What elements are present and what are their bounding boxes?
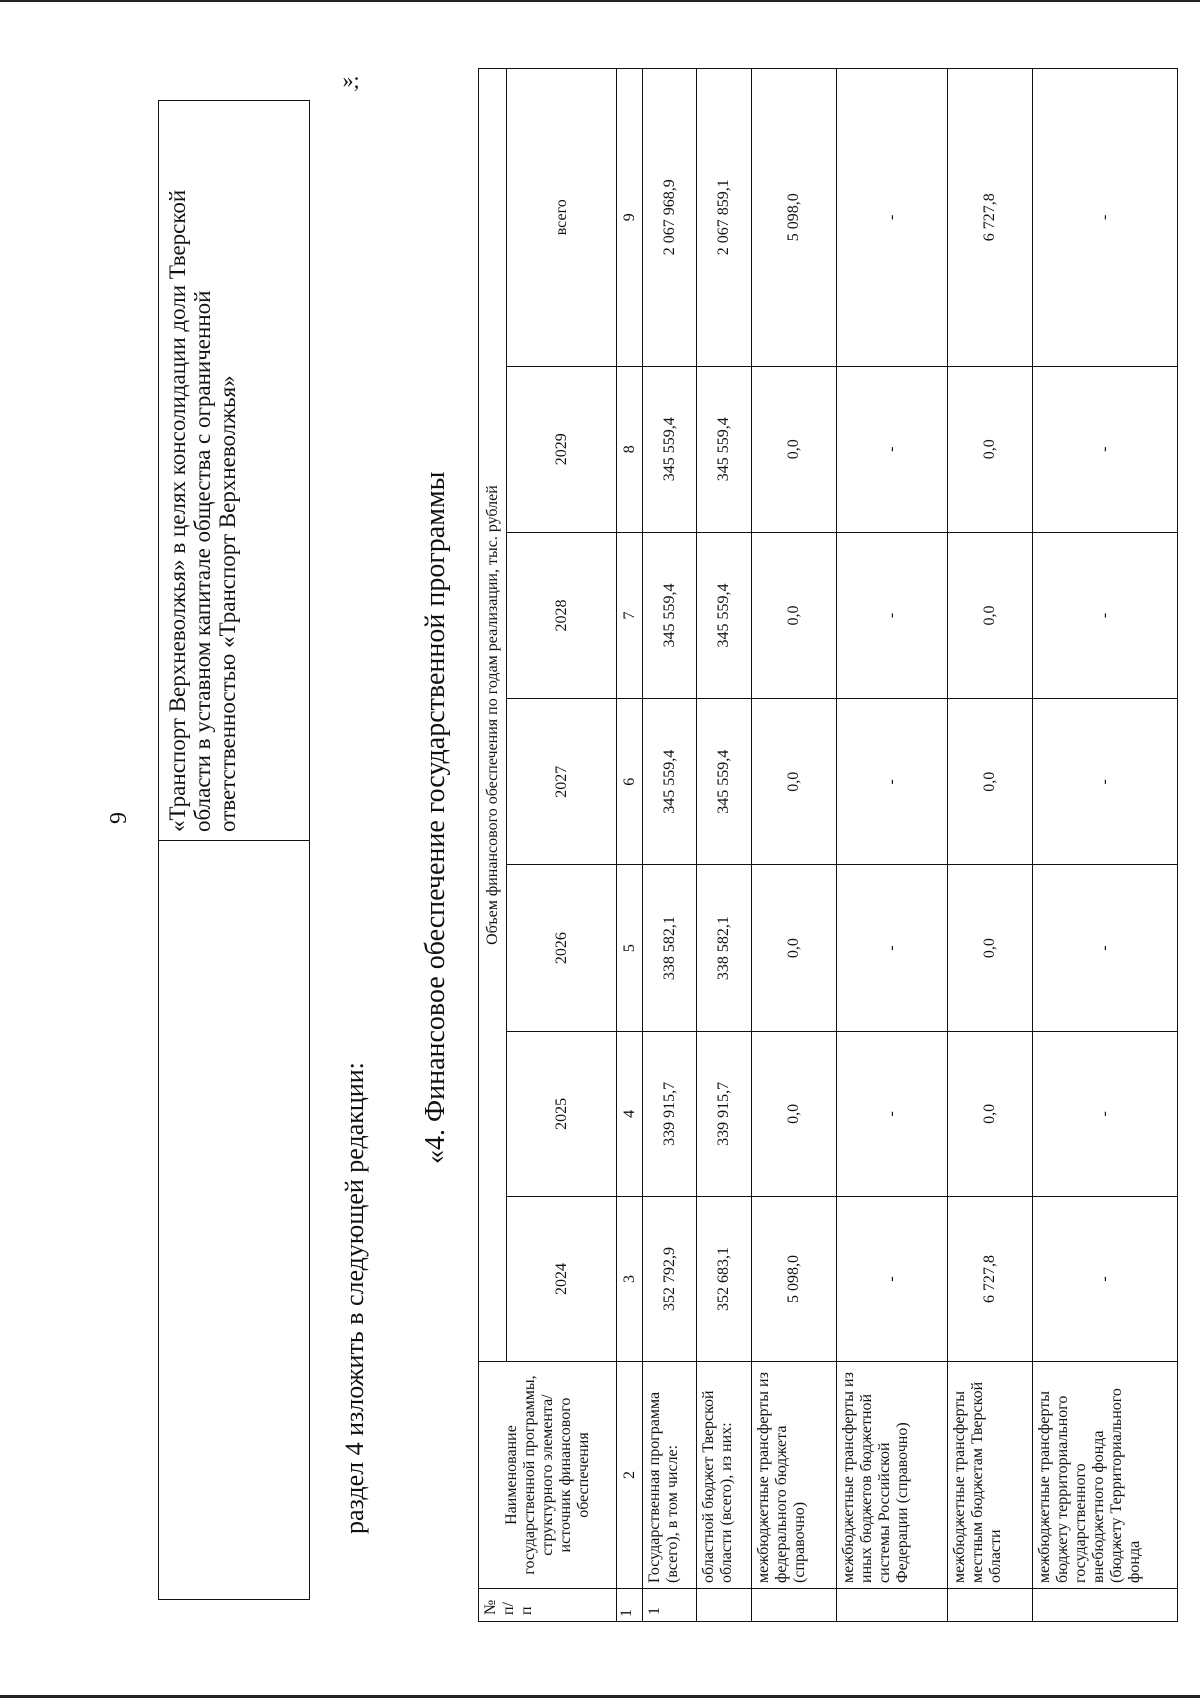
value-cell: - (837, 1196, 948, 1361)
value-cell: - (1033, 1031, 1178, 1196)
column-number: 8 (617, 366, 643, 532)
column-number: 5 (617, 865, 643, 1031)
row-name: межбюджетные трансферты местным бюджетам Тверской области (947, 1362, 1033, 1589)
section-title: «4. Финансовое обеспечение государственной программы (420, 471, 451, 1164)
column-number: 2 (617, 1362, 643, 1589)
col-header-total: всего (507, 69, 617, 367)
value-cell: 0,0 (947, 532, 1033, 698)
value-cell: - (1033, 865, 1178, 1031)
row-no (697, 1588, 751, 1621)
row-no: 1 (643, 1588, 697, 1621)
table-row (837, 69, 948, 1622)
row-name: межбюджетные трансферты из федерального бюджета (справочно) (751, 1362, 837, 1589)
value-cell: 345 559,4 (643, 366, 697, 532)
value-cell: 2 067 968,9 (643, 69, 697, 367)
page-number: 9 (106, 812, 132, 824)
financing-table (478, 68, 1178, 1622)
value-cell: - (837, 69, 948, 367)
value-cell: 0,0 (947, 865, 1033, 1031)
col-header-year: 2024 (507, 1196, 617, 1361)
table-cell-text: «Транспорт Верхневолжья» в целях консолидации доли Тверской области в уставном капитале общества с ограниченной ответственностью «Транспорт Верхневолжья» (159, 101, 310, 841)
column-number: 3 (617, 1196, 643, 1361)
column-number: 7 (617, 532, 643, 698)
value-cell: 0,0 (751, 865, 837, 1031)
value-cell: 0,0 (947, 699, 1033, 865)
value-cell: 345 559,4 (697, 366, 751, 532)
value-cell: 352 792,9 (643, 1196, 697, 1361)
col-header-year: 2029 (507, 366, 617, 532)
empty-cell (159, 841, 310, 1600)
col-header-year: 2025 (507, 1031, 617, 1196)
row-name: межбюджетные трансферты бюджету территориального государственного внебюджетного фонда (бюджету Территориального фонда (1033, 1362, 1178, 1589)
value-cell: 339 915,7 (697, 1031, 751, 1196)
value-cell: 6 727,8 (947, 1196, 1033, 1361)
column-numbers-row (617, 69, 643, 1622)
value-cell: 345 559,4 (697, 699, 751, 865)
col-header-name: Наименование государственной программы, структурного элемента/ источник финансового обеспечения (479, 1362, 617, 1589)
col-header-no: № п/п (479, 1588, 617, 1621)
col-header-group: Объем финансового обеспечения по годам реализации, тыс. рублей (479, 69, 507, 1362)
value-cell: - (837, 366, 948, 532)
previous-section-table (158, 100, 310, 1600)
row-no (751, 1588, 837, 1621)
value-cell: - (837, 1031, 948, 1196)
column-number: 9 (617, 69, 643, 367)
value-cell: 345 559,4 (643, 532, 697, 698)
value-cell: 0,0 (751, 532, 837, 698)
col-header-year: 2026 (507, 865, 617, 1031)
value-cell: - (1033, 532, 1178, 698)
header-row (479, 69, 507, 1622)
value-cell: 0,0 (947, 1031, 1033, 1196)
table-row (159, 101, 310, 1600)
column-number: 1 (617, 1588, 643, 1621)
value-cell: 339 915,7 (643, 1031, 697, 1196)
value-cell: - (1033, 366, 1178, 532)
lead-text: раздел 4 изложить в следующей редакции: (340, 1062, 369, 1534)
row-no (837, 1588, 948, 1621)
value-cell: 352 683,1 (697, 1196, 751, 1361)
value-cell: 345 559,4 (643, 699, 697, 865)
row-name: Государственная программа (всего), в том числе: (643, 1362, 697, 1589)
value-cell: 0,0 (751, 1031, 837, 1196)
value-cell: - (1033, 69, 1178, 367)
value-cell: 345 559,4 (697, 532, 751, 698)
row-no (947, 1588, 1033, 1621)
row-name: областной бюджет Тверской области (всего), из них: (697, 1362, 751, 1589)
column-number: 6 (617, 699, 643, 865)
table-row (947, 69, 1033, 1622)
col-header-year: 2028 (507, 532, 617, 698)
value-cell: 5 098,0 (751, 69, 837, 367)
table-row (1033, 69, 1178, 1622)
value-cell: 2 067 859,1 (697, 69, 751, 367)
value-cell: 338 582,1 (697, 865, 751, 1031)
closing-quote: »; (342, 67, 360, 93)
row-no (1033, 1588, 1178, 1621)
value-cell: - (837, 865, 948, 1031)
table-row (643, 69, 697, 1622)
table-row (751, 69, 837, 1622)
value-cell: 0,0 (751, 699, 837, 865)
value-cell: 0,0 (751, 366, 837, 532)
value-cell: - (837, 532, 948, 698)
value-cell: 338 582,1 (643, 865, 697, 1031)
column-number: 4 (617, 1031, 643, 1196)
row-name: межбюджетные трансферты из иных бюджетов бюджетной системы Российской Федерации (справочно) (837, 1362, 948, 1589)
value-cell: - (837, 699, 948, 865)
table-row (697, 69, 751, 1622)
value-cell: 5 098,0 (751, 1196, 837, 1361)
col-header-year: 2027 (507, 699, 617, 865)
value-cell: 6 727,8 (947, 69, 1033, 367)
value-cell: - (1033, 1196, 1178, 1361)
value-cell: - (1033, 699, 1178, 865)
value-cell: 0,0 (947, 366, 1033, 532)
